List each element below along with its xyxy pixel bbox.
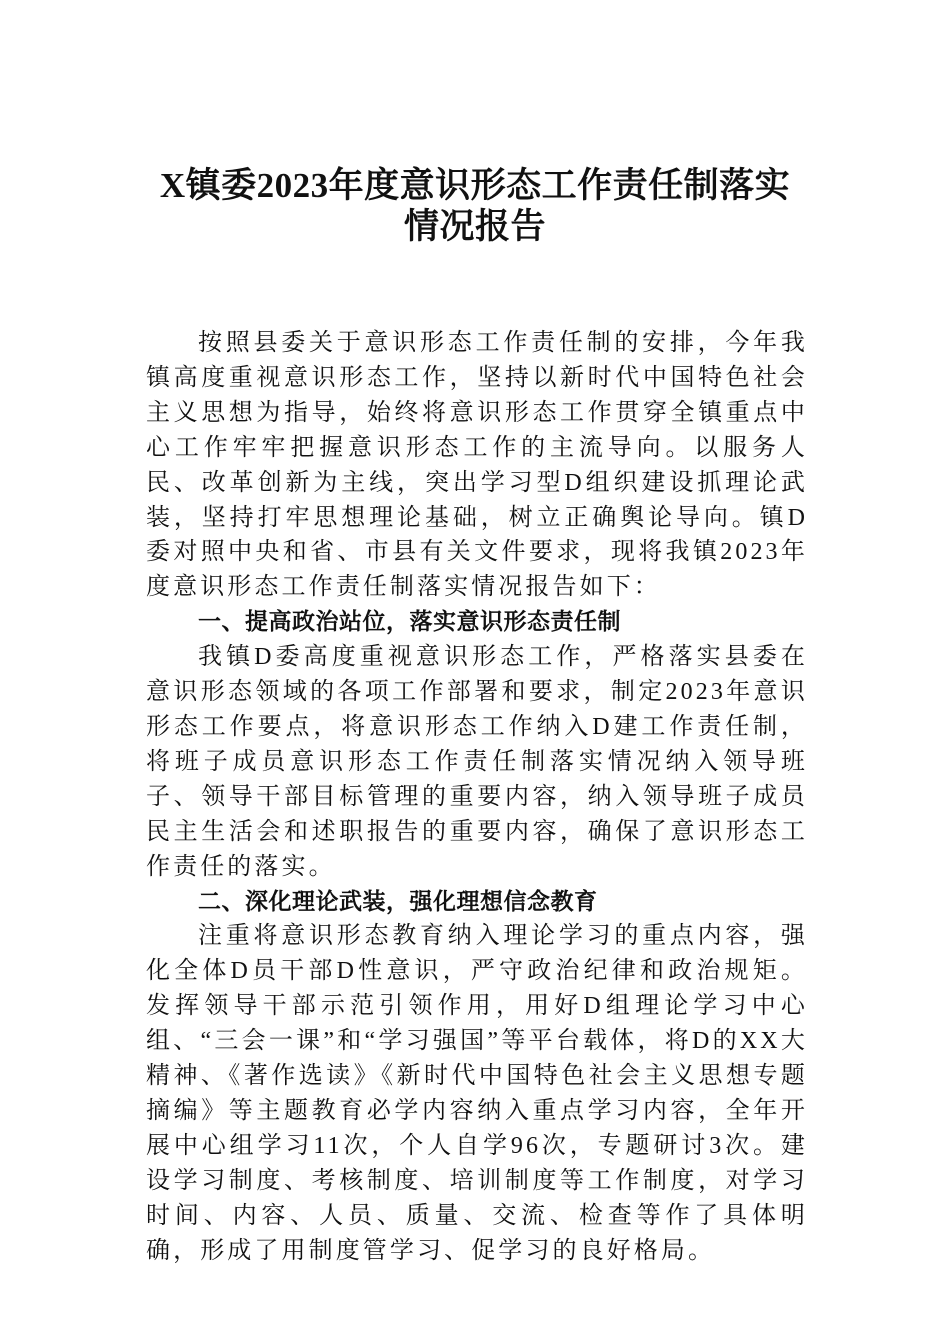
section-paragraph-2: 注重将意识形态教育纳入理论学习的重点内容，强化全体D员干部D性意识，严守政治纪律和政治规矩。发挥领导干部示范引领作用，用好D组理论学习中心组、“三会一课”和“学习强国”等平台载体，将D的XX大精神、《著作选读》《新时代中国特色社会主义思想专题摘编》等主题教育必学内容纳入重点学习内容，全年开展中心组学习11次，个人自学96次，专题研讨3次。建设学习制度、考核制度、培训制度等工作制度，对学习时间、内容、人员、质量、交流、检查等作了具体明确，形成了用制度管学习、促学习的良好格局。 — [146, 923, 808, 1264]
section-heading-2: 二、深化理论武装，强化理想信念教育 — [198, 888, 598, 915]
document-title-line-2: 情况报告 — [403, 207, 546, 246]
section-paragraph-1: 我镇D委高度重视意识形态工作，严格落实县委在意识形态领域的各项工作部署和要求，制定2023年意识形态工作要点，将意识形态工作纳入D建工作责任制，将班子成员意识形态工作责任制落实情况纳入领导班子、领导干部目标管理的重要内容，纳入领导班子成员民主生活会和述职报告的重要内容，确保了意识形态工作责任的落实。 — [146, 644, 808, 880]
document-body — [146, 326, 808, 1268]
section-heading-1: 一、提高政治站位，落实意识形态责任制 — [198, 609, 621, 636]
document-title-line-1: X镇委2023年度意识形态工作责任制落实 — [159, 166, 791, 205]
intro-paragraph: 按照县委关于意识形态工作责任制的安排，今年我镇高度重视意识形态工作，坚持以新时代中国特色社会主义思想为指导，始终将意识形态工作贯穿全镇重点中心工作牢牢把握意识形态工作的主流导向。以服务人民、改革创新为主线，突出学习型D组织建设抓理论武装，坚持打牢思想理论基础，树立正确舆论导向。镇D委对照中央和省、市县有关文件要求，现将我镇2023年度意识形态工作责任制落实情况报告如下： — [146, 330, 808, 601]
